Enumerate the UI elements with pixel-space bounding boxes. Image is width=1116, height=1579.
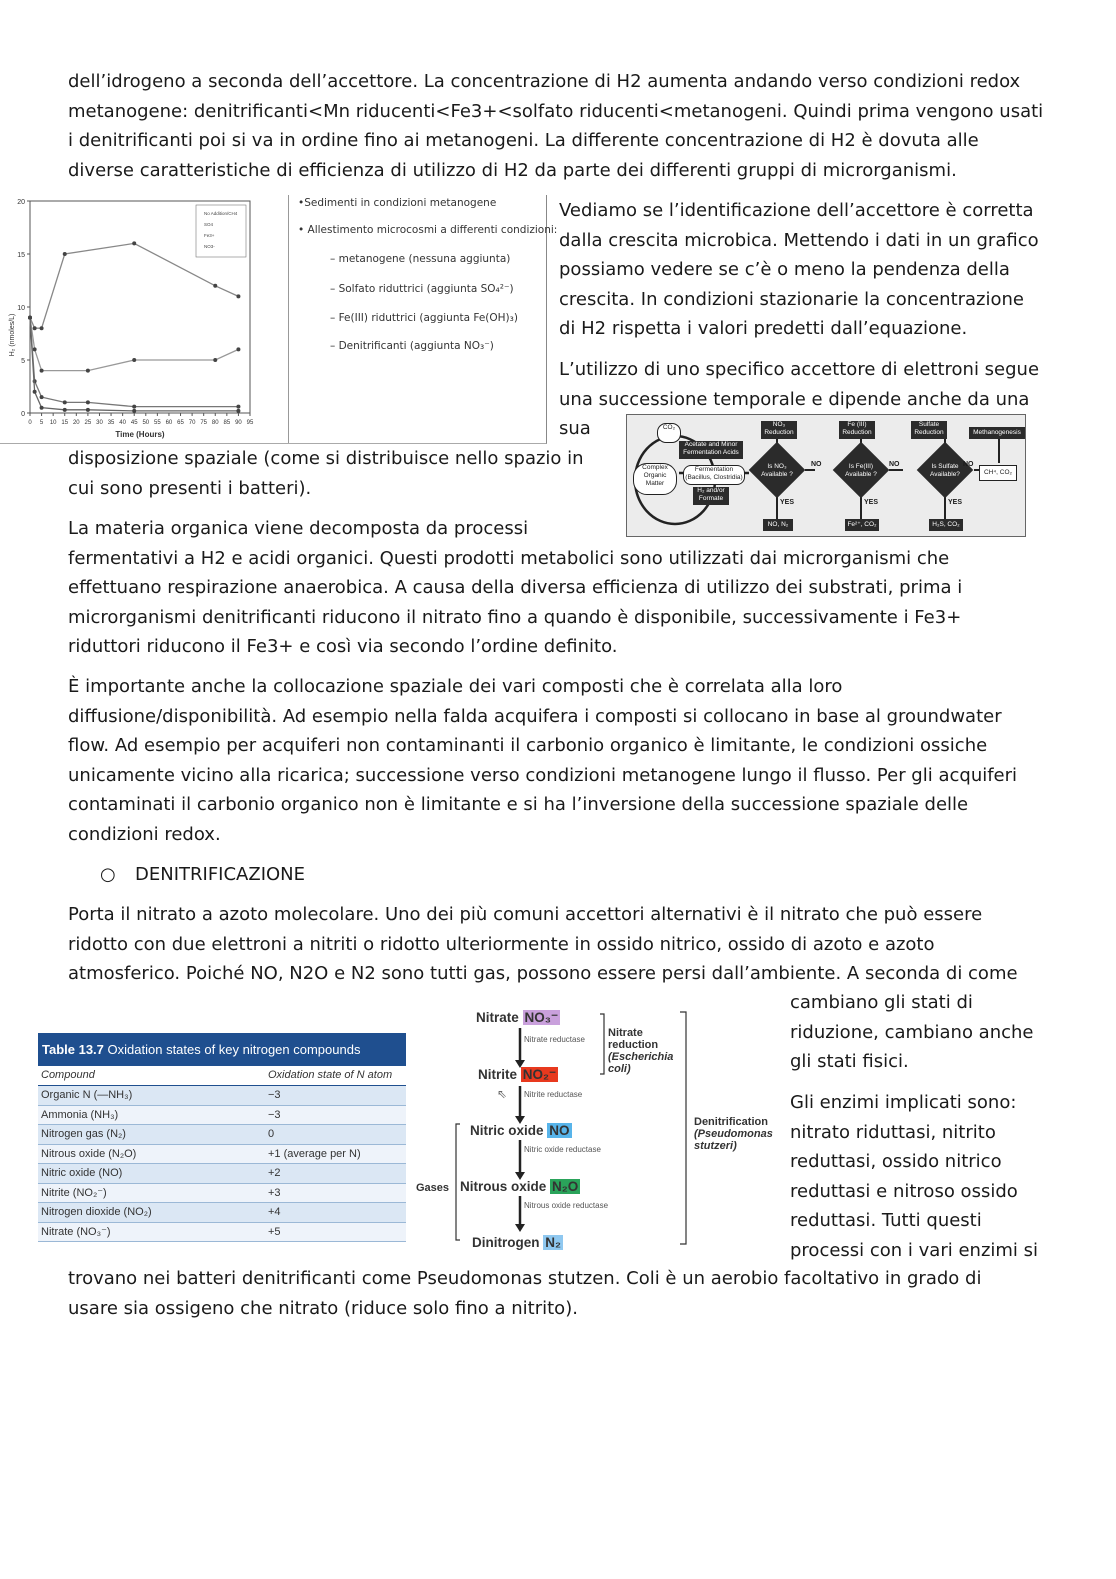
text-line: (Bacillus, Clostridia)	[685, 474, 743, 481]
nitrate-label	[476, 1010, 560, 1026]
table-cell-oxidation: +1 (average per N)	[268, 1147, 361, 1160]
text-line: NO₃	[772, 421, 786, 428]
table-col-header: Compound	[41, 1069, 95, 1081]
text-line: Gli enzimi implicati sono:	[790, 1092, 1017, 1113]
denitrification-diagram	[412, 1000, 772, 1258]
text-line: fermentativi a H2 e acidi organici. Questi prodotti metabolici sono utilizzati dai microrganismi che	[68, 547, 950, 569]
text-line: (Pseudomonas	[694, 1128, 773, 1140]
legend-line: – Denitrificanti (aggiunta NO₃⁻)	[330, 340, 494, 352]
chart-point	[33, 326, 37, 330]
text-line: disposizione spaziale (come si distribuisce nello spazio in	[68, 448, 584, 469]
text-line: diffusione/disponibilità. Ad esempio nella falda acquifera i composti si collocano in base al groundwater	[68, 705, 1002, 727]
text-line: di H2 rispetta i valori predetti dall’equazione.	[559, 318, 968, 339]
table-row	[38, 1223, 406, 1243]
text-line: Organic	[643, 472, 667, 479]
compound-name: Dinitrogen	[472, 1235, 540, 1250]
header-methanogenesis: Methanogenesis	[969, 427, 1025, 439]
nitric-oxide-formula: NO	[549, 1123, 570, 1138]
table-row	[38, 1125, 406, 1145]
text-line: possiamo vedere se c’è o meno la pendenza della	[559, 259, 1010, 280]
x-tick-label: 85	[223, 420, 231, 426]
text-line: Reduction	[764, 429, 794, 436]
text-line: H₂ and/or	[697, 487, 725, 494]
text-line: (Escherichia	[608, 1051, 674, 1063]
chart-point	[132, 241, 136, 245]
dinitrogen-formula: N₂	[545, 1235, 562, 1250]
x-tick-label: 75	[200, 420, 208, 426]
text-line: reduttasi e nitroso ossido	[790, 1180, 1018, 1202]
table-cell-compound: Nitrite (NO₂⁻)	[41, 1186, 107, 1199]
text-line: contaminati il carbonio organico non è limitante e si ha l’inversione della successione spaziale delle	[68, 794, 969, 815]
text-line: Nitrate	[608, 1027, 643, 1039]
text-line: condizioni redox.	[68, 823, 221, 845]
legend-line: • Allestimento microcosmi a differenti condizioni:	[298, 224, 558, 236]
text-line: una successione temporale e dipende anche da una	[559, 388, 1030, 410]
table-row	[38, 1145, 406, 1165]
table-title-text: Oxidation states of key nitrogen compounds	[107, 1042, 361, 1057]
co2-bubble: CO₂	[657, 423, 681, 443]
gases-label: Gases	[416, 1182, 450, 1194]
section-heading-denitrificazione: DENITRIFICAZIONE	[135, 864, 306, 885]
text-line: riduzione, cambiano anche	[790, 1021, 1034, 1043]
text-line: stutzeri)	[694, 1140, 737, 1152]
legend-line: – metanogene (nessuna aggiunta)	[330, 253, 511, 265]
text-line: Available?	[930, 471, 960, 478]
chart-point	[63, 400, 67, 404]
chart-point	[40, 326, 44, 330]
h2-chart-figure	[0, 195, 558, 444]
chart-point	[86, 408, 90, 412]
text-line: diverse caratteristiche di efficienza di utilizzo di H2 da parte dei differenti gruppi di microrganismi.	[68, 159, 957, 181]
table-cell-oxidation: 0	[268, 1128, 275, 1140]
question-no3	[749, 463, 805, 479]
header-fe-reduction	[839, 421, 875, 439]
table-cell-compound: Nitrate (NO₃⁻)	[41, 1225, 111, 1238]
chart-legend-entry: Fe3+	[204, 233, 215, 238]
text-line: ridotto con due elettroni a nitriti o ridotto ulteriormente in ossido nitrico, ossido di azoto e azoto	[68, 933, 935, 955]
compound-name: Nitric oxide	[470, 1123, 544, 1138]
x-tick-label: 10	[49, 420, 57, 426]
x-tick-label: 5	[39, 420, 44, 426]
text-line: cui sono presenti i batteri).	[68, 477, 312, 499]
legend-line: – Solfato riduttrici (aggiunta SO₄²⁻)	[330, 283, 514, 295]
product-methane: CH⁴, CO₂	[979, 465, 1017, 481]
chart-point	[236, 405, 240, 409]
h2-formate-box	[693, 487, 729, 505]
nitric-oxide-label	[470, 1123, 572, 1138]
x-tick-label: 80	[211, 420, 219, 426]
paragraph-succession-cont	[68, 444, 584, 503]
header-no3-reduction	[761, 421, 797, 439]
text-line: effettuano respirazione anaerobica. A causa della diversa efficienza di utilizzo dei substrati, prima i	[68, 577, 963, 598]
chart-point	[132, 409, 136, 413]
table-cell-compound: Ammonia (NH₃)	[41, 1108, 119, 1121]
text-line: L’utilizzo di uno specifico accettore di elettroni segue	[559, 359, 1040, 380]
dinitrogen-label	[472, 1235, 563, 1250]
y-tick-label: 10	[17, 305, 25, 312]
legend-line: – Fe(III) riduttrici (aggiunta Fe(OH)₃)	[330, 312, 518, 324]
x-tick-label: 95	[246, 420, 254, 426]
paragraph-h2-concentration	[68, 67, 1043, 185]
text-line: Sulfate	[918, 421, 940, 428]
text-line: cambiano gli stati di	[790, 992, 973, 1013]
x-tick-label: 40	[119, 420, 126, 426]
text-line: Available ?	[761, 471, 793, 478]
table-row	[38, 1184, 406, 1204]
text-line: Is Sulfate	[931, 463, 959, 470]
table-row	[38, 1106, 406, 1126]
text-line: reduction	[608, 1039, 659, 1051]
text-line: La materia organica viene decomposta da processi	[68, 518, 529, 539]
paragraph-enzymes	[790, 1088, 1038, 1265]
denitrification-label	[694, 1116, 773, 1152]
no-label: NO	[963, 461, 974, 468]
y-tick-label: 5	[21, 358, 25, 365]
table-row	[38, 1164, 406, 1184]
table-cell-compound: Nitrous oxide (N₂O)	[41, 1147, 137, 1160]
table-title	[38, 1033, 406, 1066]
text-line: coli)	[608, 1063, 631, 1075]
chart-point	[33, 390, 37, 394]
chart-legend-entry: No Addition/CH4	[204, 211, 238, 216]
yes-label: YES	[864, 499, 879, 506]
x-tick-label: 30	[96, 420, 103, 426]
x-tick-label: 70	[188, 420, 196, 426]
text-line: Fermentation Acids	[683, 449, 739, 456]
text-line: processi con i vari enzimi si	[790, 1239, 1039, 1261]
x-tick-label: 25	[84, 420, 92, 426]
table-row	[38, 1203, 406, 1223]
table-header	[38, 1066, 406, 1086]
x-tick-label: 20	[72, 420, 80, 426]
text-line: reduttasi, ossido nitrico	[790, 1151, 1002, 1172]
text-line: unicamente vicino alla ricarica; successione verso condizioni metanogene lungo il flusso. Per gli acquiferi	[68, 764, 1018, 786]
h2-chart	[0, 195, 290, 443]
text-line: Reduction	[842, 429, 872, 436]
paragraph-organic-matter	[68, 514, 962, 662]
enzyme-label: Nitric oxide reductase	[524, 1145, 601, 1154]
chart-xlabel: Time (Hours)	[115, 430, 165, 439]
text-line: Fermentation	[694, 466, 734, 473]
enzyme-label: Nitrate reductase	[524, 1035, 585, 1044]
text-line: atmosferico. Poiché NO, N2O e N2 sono tutti gas, possono essere persi dall’ambiente. A seconda di come	[68, 963, 1018, 984]
paragraph-enzymes-cont	[68, 1264, 981, 1323]
table-cell-compound: Nitrogen gas (N₂)	[41, 1128, 126, 1140]
table-cell-oxidation: +4	[268, 1206, 281, 1218]
text-line: Complex	[642, 464, 668, 471]
paragraph-denitrification	[68, 900, 1018, 989]
compound-name: Nitrous oxide	[460, 1179, 547, 1194]
product-no3: NO, N₂	[763, 519, 793, 531]
nitrate-formula: NO₃⁻	[524, 1010, 559, 1025]
table-cell-oxidation: −3	[268, 1108, 281, 1121]
text-line: sua	[559, 418, 591, 439]
table-col-header: Oxidation state of N atom	[268, 1069, 393, 1081]
cursor-icon: ⇖	[497, 1087, 508, 1101]
text-line: i denitrificanti poi si va in ordine fino ai metanogeni. La differente concentrazione di H2 è dovuta alle	[68, 130, 979, 151]
x-tick-label: 35	[107, 420, 115, 426]
y-tick-label: 0	[21, 411, 25, 418]
product-fe: Fe²⁺, CO₂	[845, 519, 879, 531]
chart-point	[213, 284, 217, 288]
x-tick-label: 50	[142, 420, 150, 426]
text-line: È importante anche la collocazione spaziale dei vari composti che è correlata alla loro	[68, 676, 843, 697]
text-line: Acetate and Minor	[684, 441, 738, 448]
bullet-marker: ○	[100, 864, 116, 885]
x-tick-label: 60	[165, 420, 173, 426]
table-cell-compound: Nitrogen dioxide (NO₂)	[41, 1206, 152, 1218]
text-line: gli stati fisici.	[790, 1051, 909, 1072]
text-line: dell’idrogeno a seconda dell’accettore. La concentrazione di H2 aumenta andando verso condizioni redox	[68, 71, 1021, 92]
x-tick-label: 90	[235, 420, 242, 426]
product-sulfate: H₂S, CO₂	[929, 519, 963, 531]
x-tick-label: 45	[130, 420, 138, 426]
chart-point	[28, 316, 32, 320]
chart-point	[40, 369, 44, 373]
nitrous-oxide-label	[460, 1179, 580, 1194]
text-line: Is NO₃	[767, 463, 787, 470]
x-tick-label: 55	[154, 420, 161, 426]
text-line: Denitrification	[694, 1116, 768, 1128]
nitrite-label	[478, 1067, 558, 1083]
text-line: microrganismi denitrificanti riducono il nitrato fino a quando è disponibile, successivamente i Fe3+	[68, 606, 962, 628]
text-line: metanogene: denitrificanti<Mn riducenti<Fe3+<solfato riducenti<metanogeni. Quindi prima vengono usati	[68, 100, 1044, 122]
x-tick-label: 0	[28, 420, 32, 426]
enzyme-label: Nitrite reductase	[524, 1090, 583, 1099]
chart-point	[40, 395, 44, 399]
compound-name: Nitrate	[476, 1010, 519, 1025]
text-line: riduttori riducono il Fe3+ e così via secondo l’ordine definito.	[68, 636, 618, 657]
paragraph-growth	[559, 196, 1039, 344]
chart-ylabel: H₂ (nmoles/L)	[9, 313, 16, 357]
no-label: NO	[811, 461, 822, 468]
yes-label: YES	[780, 499, 795, 506]
chart-point	[86, 400, 90, 404]
chart-point	[132, 358, 136, 362]
divider	[288, 195, 289, 443]
text-line: Formate	[698, 495, 724, 502]
text-line: Reduction	[914, 429, 944, 436]
chart-point	[236, 347, 240, 351]
y-tick-label: 20	[17, 199, 25, 206]
chart-legend-entry: SO4	[204, 222, 214, 227]
enzyme-label: Nitrous oxide reductase	[524, 1201, 609, 1210]
x-tick-label: 15	[61, 420, 69, 426]
chart-point	[132, 405, 136, 409]
acetate-box	[679, 441, 743, 459]
chart-point	[86, 369, 90, 373]
text-line: dalla crescita microbica. Mettendo i dati in un grafico	[559, 229, 1039, 251]
chart-point	[63, 408, 67, 412]
text-line: flow. Ad esempio per acquiferi non contaminanti il carbonio organico è limitante, le condizioni ossiche	[68, 735, 988, 756]
no-label: NO	[889, 461, 900, 468]
text-line: reduttasi. Tutti questi	[790, 1210, 982, 1231]
text-line: Fe (III)	[847, 421, 867, 428]
y-tick-label: 15	[17, 252, 25, 259]
yes-label: YES	[948, 499, 963, 506]
chart-point	[213, 358, 217, 362]
table-row	[38, 1086, 406, 1106]
chart-point	[63, 252, 67, 256]
table-cell-oxidation: +5	[268, 1225, 281, 1238]
table-cell-compound: Organic N (—NH₃)	[41, 1089, 133, 1101]
text-line: trovano nei batteri denitrificanti come Pseudomonas stutzen. Coli è un aerobio facoltativo in grado di	[68, 1268, 982, 1289]
text-line: usare sia ossigeno che nitrato (riduce solo fino a nitrito).	[68, 1297, 578, 1319]
header-sulfate-reduction	[911, 421, 947, 439]
text-line: Vediamo se l’identificazione dell’accettore è corretta	[559, 200, 1034, 221]
nitrate-reduction-label	[608, 1027, 673, 1075]
chart-point	[236, 409, 240, 413]
compound-name: Nitrite	[478, 1067, 518, 1082]
text-line: Available ?	[845, 471, 877, 478]
legend-line: •Sedimenti in condizioni metanogene	[298, 197, 497, 209]
chart-legend-entry: NO3-	[204, 244, 215, 249]
table-cell-oxidation: +2	[268, 1167, 281, 1179]
paragraph-spatial	[68, 672, 1017, 849]
paragraph-denitrification-cont	[790, 988, 1034, 1077]
x-tick-label: 65	[177, 420, 184, 426]
nitrous-oxide-formula: N₂O	[552, 1179, 579, 1194]
text-line: Porta il nitrato a azoto molecolare. Uno dei più comuni accettori alternativi è il nitrato che può essere	[68, 904, 983, 925]
table-cell-oxidation: −3	[268, 1089, 281, 1101]
text-line: Is Fe(III)	[848, 463, 874, 470]
text-line: nitrato riduttasi, nitrito	[790, 1121, 996, 1143]
table-cell-compound: Nitric oxide (NO)	[41, 1167, 123, 1179]
chart-point	[40, 406, 44, 410]
chart-point	[236, 294, 240, 298]
table-number: Table 13.7	[42, 1042, 104, 1057]
text-line: crescita. In condizioni stazionarie la concentrazione	[559, 288, 1025, 310]
chart-point	[33, 347, 37, 351]
complex-organic-matter-node	[633, 463, 677, 495]
question-fe	[833, 463, 889, 479]
text-line: Matter	[645, 480, 665, 487]
fermentation-node	[683, 465, 745, 485]
nitrite-formula: NO₂⁻	[522, 1067, 557, 1082]
table-cell-oxidation: +3	[268, 1186, 281, 1199]
